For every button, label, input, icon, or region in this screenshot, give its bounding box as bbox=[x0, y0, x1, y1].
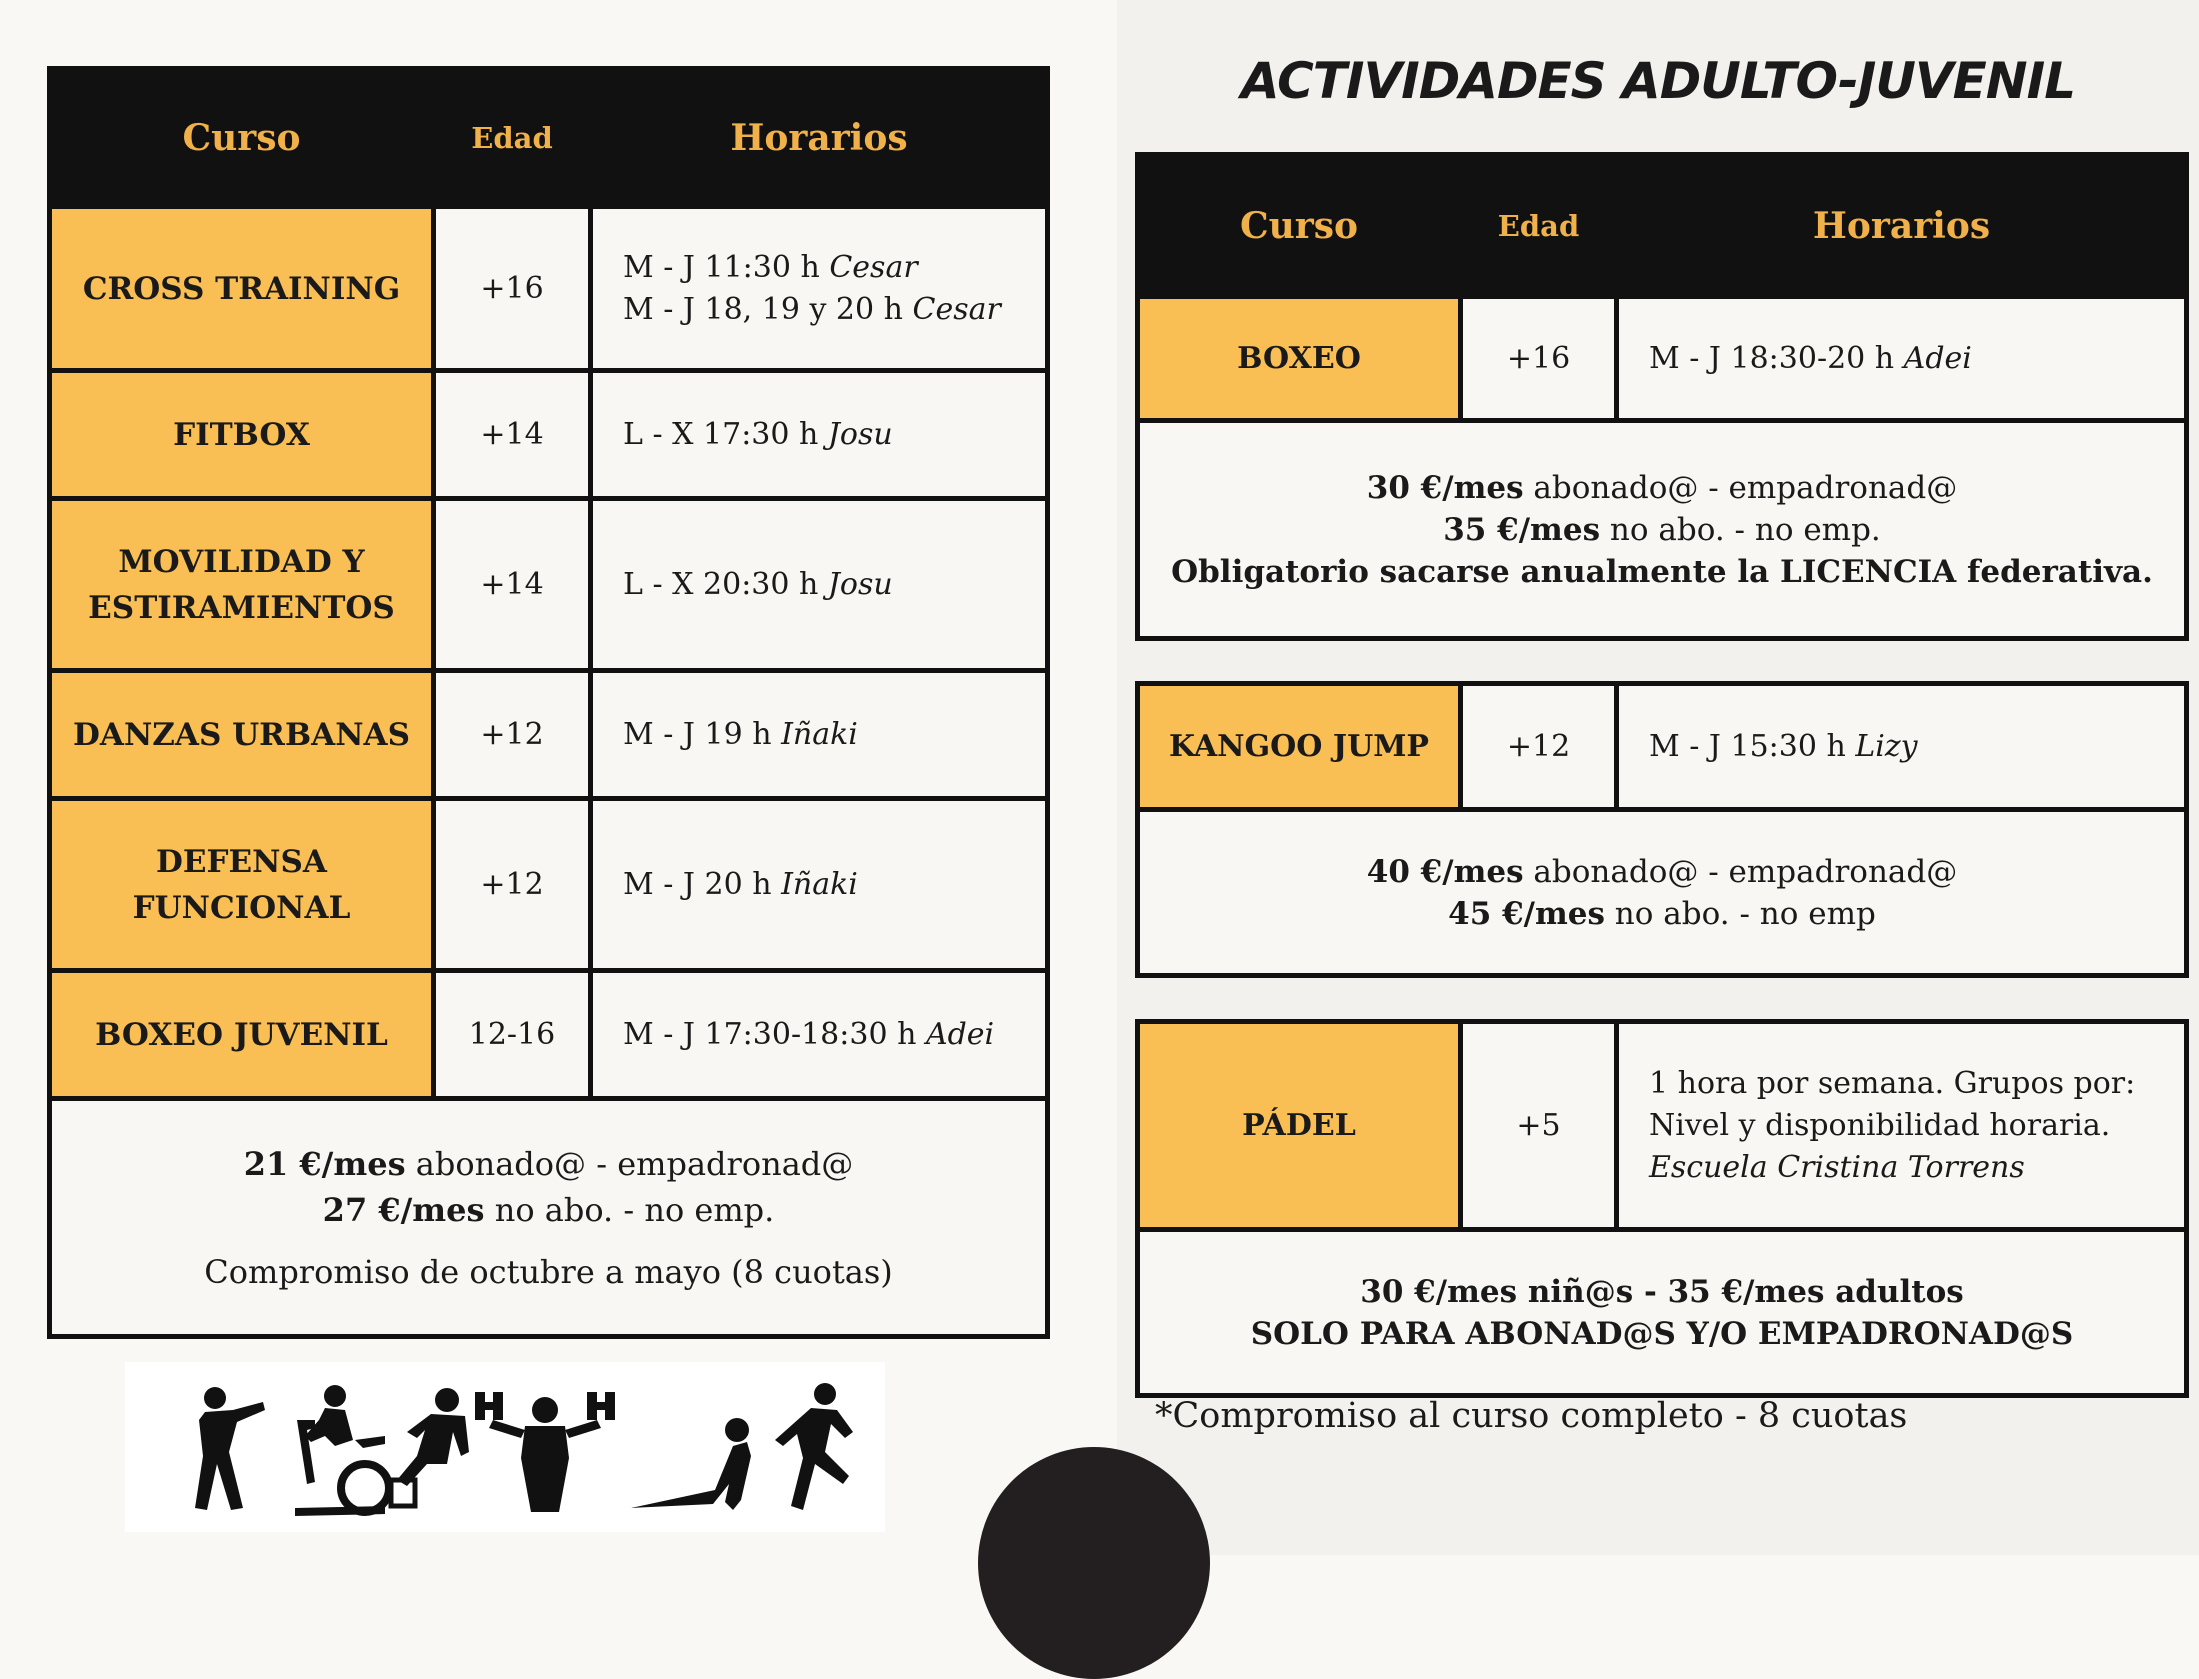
table-row bbox=[1138, 684, 2187, 810]
boxer-icon bbox=[195, 1387, 265, 1510]
spinning-bike-icon bbox=[295, 1385, 389, 1516]
price-row bbox=[1138, 1230, 2187, 1396]
course-name: CROSS TRAINING bbox=[50, 207, 434, 371]
decorative-circle bbox=[978, 1447, 1210, 1679]
course-age: +16 bbox=[1461, 297, 1617, 421]
table-row bbox=[50, 207, 1048, 371]
course-hours: M - J 20 h Iñaki bbox=[591, 799, 1048, 971]
price-row bbox=[1138, 810, 2187, 976]
course-name: MOVILIDAD Y ESTIRAMIENTOS bbox=[50, 499, 434, 671]
course-hours: 1 hora por semana. Grupos por: Nivel y disponibilidad horaria. Escuela Cristina Torrens bbox=[1617, 1022, 2187, 1230]
course-name: DANZAS URBANAS bbox=[50, 671, 434, 799]
course-name: FITBOX bbox=[50, 371, 434, 499]
price-info: 30 €/mes niñ@s - 35 €/mes adultos SOLO PARA ABONAD@S Y/O EMPADRONAD@S bbox=[1138, 1230, 2187, 1396]
course-name: BOXEO bbox=[1138, 297, 1461, 421]
course-name: KANGOO JUMP bbox=[1138, 684, 1461, 810]
table-row bbox=[50, 499, 1048, 671]
course-hours: M - J 15:30 h Lizy bbox=[1617, 684, 2187, 810]
table-row bbox=[50, 799, 1048, 971]
table-row bbox=[50, 671, 1048, 799]
price-row bbox=[1138, 421, 2187, 639]
header-course: Curso bbox=[1138, 155, 1461, 297]
course-hours: L - X 17:30 h Josu bbox=[591, 371, 1048, 499]
header-hours: Horarios bbox=[591, 69, 1048, 207]
header-age: Edad bbox=[434, 69, 591, 207]
table-row bbox=[50, 371, 1048, 499]
course-name: PÁDEL bbox=[1138, 1022, 1461, 1230]
course-age: +14 bbox=[434, 499, 591, 671]
dips-icon bbox=[391, 1388, 469, 1506]
table-row bbox=[1138, 297, 2187, 421]
header-course: Curso bbox=[50, 69, 434, 207]
table-row bbox=[1138, 1022, 2187, 1230]
course-age: +5 bbox=[1461, 1022, 1617, 1230]
price-info: 40 €/mes abonado@ - empadronad@ 45 €/mes no abo. - no emp bbox=[1138, 810, 2187, 976]
price-info: 30 €/mes abonado@ - empadronad@ 35 €/mes no abo. - no emp. Obligatorio sacarse anualmente la LICENCIA federativa. bbox=[1138, 421, 2187, 639]
runner-icon bbox=[775, 1383, 853, 1510]
yoga-stretch-icon bbox=[631, 1418, 751, 1510]
header-hours: Horarios bbox=[1617, 155, 2187, 297]
course-age: +12 bbox=[1461, 684, 1617, 810]
footnote: *Compromiso al curso completo - 8 cuotas bbox=[1155, 1396, 1908, 1436]
course-hours: L - X 20:30 h Josu bbox=[591, 499, 1048, 671]
price-row bbox=[50, 1099, 1048, 1337]
course-age: +16 bbox=[434, 207, 591, 371]
price-info: 21 €/mes abonado@ - empadronad@ 27 €/mes no abo. - no emp. Compromiso de octubre a mayo (8 cuotas) bbox=[50, 1099, 1048, 1337]
course-name: DEFENSA FUNCIONAL bbox=[50, 799, 434, 971]
course-hours: M - J 19 h Iñaki bbox=[591, 671, 1048, 799]
table-row bbox=[50, 971, 1048, 1099]
course-age: +12 bbox=[434, 799, 591, 971]
course-hours: M - J 18:30-20 h Adei bbox=[1617, 297, 2187, 421]
sports-icons-strip bbox=[125, 1362, 885, 1532]
dumbbell-woman-icon bbox=[475, 1392, 615, 1512]
padel-table bbox=[1135, 1019, 2189, 1398]
kangoo-table bbox=[1135, 681, 2189, 978]
course-name: BOXEO JUVENIL bbox=[50, 971, 434, 1099]
course-hours: M - J 17:30-18:30 h Adei bbox=[591, 971, 1048, 1099]
left-schedule-table bbox=[47, 66, 1050, 1339]
course-hours: M - J 11:30 h Cesar M - J 18, 19 y 20 h Cesar bbox=[591, 207, 1048, 371]
header-age: Edad bbox=[1461, 155, 1617, 297]
course-age: +12 bbox=[434, 671, 591, 799]
page-title: ACTIVIDADES ADULTO-JUVENIL bbox=[1240, 52, 2076, 110]
boxeo-table bbox=[1135, 152, 2189, 641]
course-age: +14 bbox=[434, 371, 591, 499]
course-age: 12-16 bbox=[434, 971, 591, 1099]
